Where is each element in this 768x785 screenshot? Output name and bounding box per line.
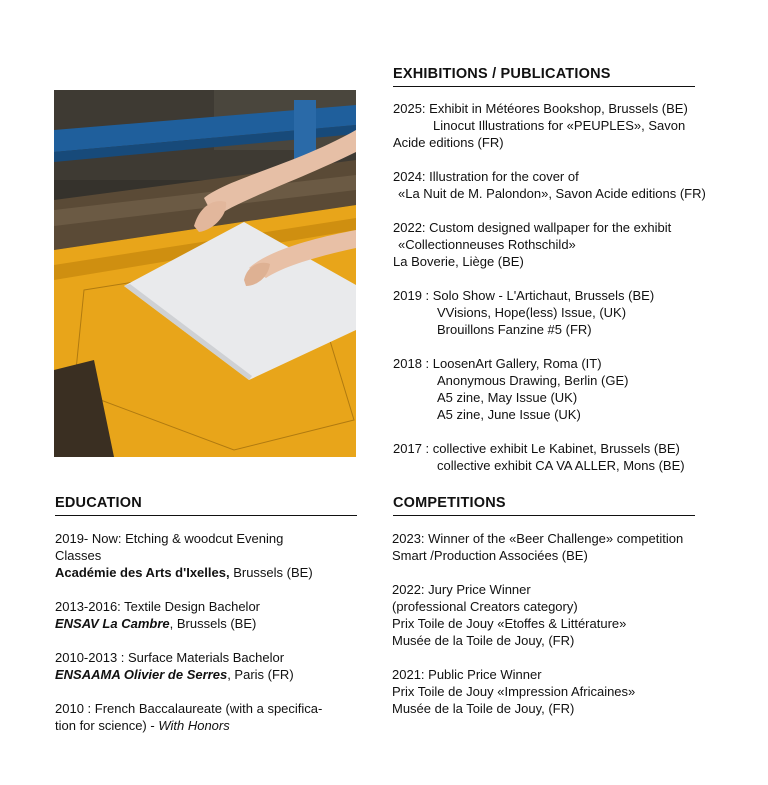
competition-line: Musée de la Toile de Jouy, (FR) (392, 633, 575, 648)
competition-line: Musée de la Toile de Jouy, (FR) (392, 701, 575, 716)
competition-line: 2021: Public Price Winner (392, 667, 542, 682)
competition-line: 2022: Jury Price Winner (392, 582, 531, 597)
education-line: 2010 : French Baccalaureate (with a specifica- (55, 701, 323, 716)
competitions-list (392, 530, 737, 734)
education-entry (55, 649, 365, 683)
education-school-line (55, 615, 365, 632)
exhibition-line: «Collectionneuses Rothschild» (398, 237, 576, 252)
school-name: ENSAAMA Olivier de Serres (55, 667, 228, 682)
education-entry (55, 598, 365, 632)
education-heading: EDUCATION (55, 494, 357, 516)
exhibition-entry-2024 (393, 168, 733, 202)
exhibition-line: Anonymous Drawing, Berlin (GE) (437, 373, 629, 388)
competition-entry-2023 (392, 530, 737, 564)
exhibition-line: A5 zine, June Issue (UK) (437, 407, 581, 422)
competition-entry-2021 (392, 666, 737, 717)
education-entry (55, 530, 365, 581)
exhibition-line: VVisions, Hope(less) Issue, (UK) (437, 305, 627, 320)
exhibition-line: Linocut Illustrations for «PEUPLES», Savon (433, 118, 686, 133)
exhibition-line: collective exhibit CA VA ALLER, Mons (BE) (437, 458, 685, 473)
school-name: ENSAV La Cambre (55, 616, 170, 631)
school-place: , Paris (FR) (227, 667, 294, 682)
exhibition-line: La Boverie, Liège (BE) (393, 254, 524, 269)
education-entry (55, 700, 365, 734)
education-list (55, 530, 365, 751)
education-line (55, 717, 365, 734)
exhibition-line: 2025: Exhibit in Météores Bookshop, Brussels (BE) (393, 101, 688, 116)
exhibition-entry-2022 (393, 219, 733, 270)
education-line: 2019- Now: Etching & woodcut Evening (55, 531, 284, 546)
competition-line: Prix Toile de Jouy «Impression Africaines» (392, 684, 636, 699)
exhibition-line: 2024: Illustration for the cover of (393, 169, 579, 184)
exhibitions-heading: EXHIBITIONS / PUBLICATIONS (393, 65, 695, 87)
competition-line: Prix Toile de Jouy «Etoffes & Littérature» (392, 616, 627, 631)
exhibition-entry-2019 (393, 287, 733, 338)
competition-entry-2022 (392, 581, 737, 649)
competitions-heading: COMPETITIONS (393, 494, 695, 516)
education-text: tion for science) - (55, 718, 159, 733)
exhibition-entry-2017 (393, 440, 733, 474)
exhibition-line: Brouillons Fanzine #5 (FR) (437, 322, 592, 337)
education-line: 2013-2016: Textile Design Bachelor (55, 599, 261, 614)
exhibition-line: 2022: Custom designed wallpaper for the exhibit (393, 220, 672, 235)
exhibition-line: «La Nuit de M. Palondon», Savon Acide editions (FR) (398, 186, 706, 201)
education-school-line (55, 666, 365, 683)
exhibition-line: 2018 : LoosenArt Gallery, Roma (IT) (393, 356, 602, 371)
press-photo (54, 90, 356, 457)
education-line: 2010-2013 : Surface Materials Bachelor (55, 650, 285, 665)
exhibition-entry-2018 (393, 355, 733, 423)
school-name: Académie des Arts d'Ixelles, (55, 565, 230, 580)
exhibitions-list (393, 100, 733, 491)
competition-line: 2023: Winner of the «Beer Challenge» competition (392, 531, 684, 546)
exhibition-line: 2019 : Solo Show - L'Artichaut, Brussels (BE) (393, 288, 655, 303)
education-school-line (55, 564, 365, 581)
school-place: Brussels (BE) (229, 565, 313, 580)
exhibition-line: 2017 : collective exhibit Le Kabinet, Brussels (BE) (393, 441, 680, 456)
exhibition-line: Acide editions (FR) (393, 135, 504, 150)
competition-line: Smart /Production Associées (BE) (392, 548, 588, 563)
exhibition-line: A5 zine, May Issue (UK) (437, 390, 578, 405)
exhibition-entry-2025 (393, 100, 733, 151)
honors-text: With Honors (158, 718, 230, 733)
education-line: Classes (55, 548, 102, 563)
school-place: , Brussels (BE) (169, 616, 257, 631)
competition-line: (professional Creators category) (392, 599, 578, 614)
